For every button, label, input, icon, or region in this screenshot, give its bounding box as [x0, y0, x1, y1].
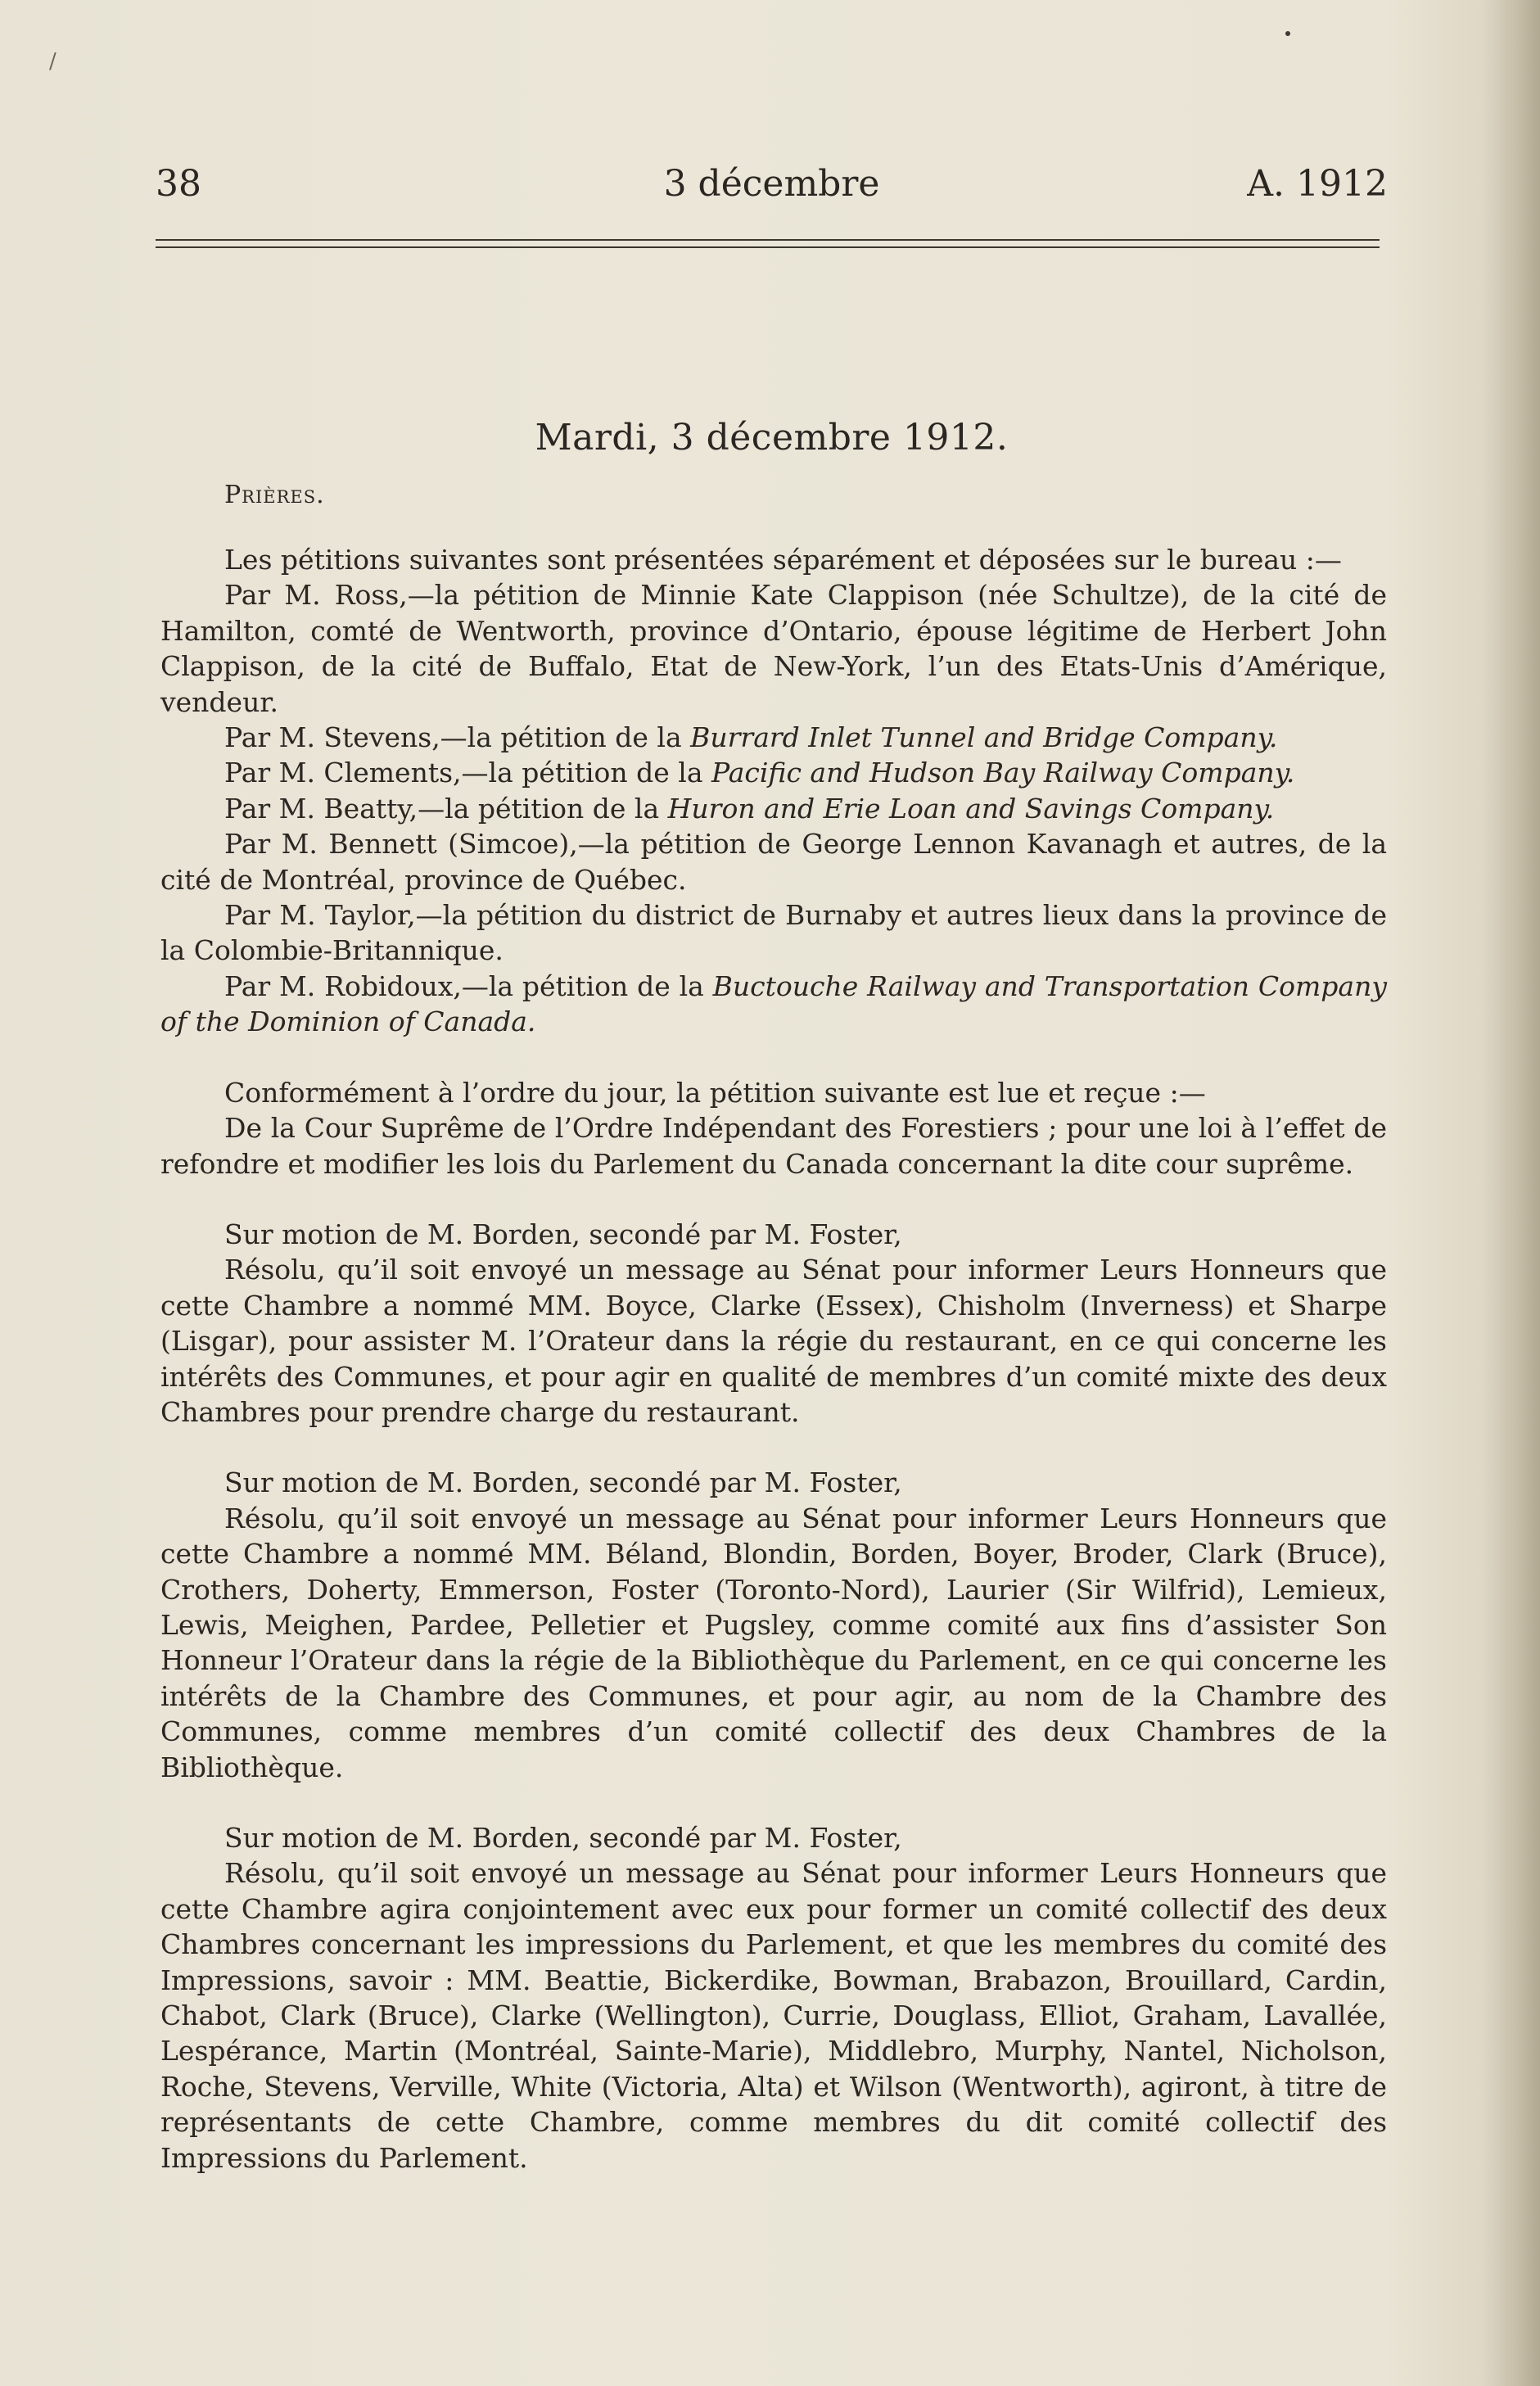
paragraph: Par M. Ross,—la pétition de Minnie Kate Clappison (née Schultze), de la cité de Hamilton, comté de Wentworth, province d’Ontario, épouse légitime de Herbert John Clappison, de la cité de Buffalo, Etat de New-York, l’un des Etats-Unis d’Amérique, vendeur. — [160, 579, 1387, 718]
section-prieres: Prières. — [224, 481, 325, 509]
paragraph: Par M. Taylor,—la pétition du district de Burnaby et autres lieux dans la province de la Colombie-Britannique. — [160, 899, 1387, 967]
paragraph: Sur motion de M. Borden, secondé par M. Foster, — [224, 1822, 902, 1854]
margin-mark: / — [49, 49, 56, 74]
page-title: Mardi, 3 décembre 1912. — [535, 417, 1009, 459]
header-rule-bottom — [156, 246, 1380, 248]
paragraph: Résolu, qu’il soit envoyé un message au Sénat pour informer Leurs Honneurs que cette Chambre a nommé MM. Béland, Blondin, Borden, Boyer, Broder, Clark (Bruce), Crothers, Doherty, Emmerson, Foster (Toronto-Nord), Laurier (Sir Wilfrid), Lemieux, Lewis, Meighen, Pardee, Pelletier et Pugsley, comme comité aux fins d’assister Son Honneur l’Orateur dans la régie de la Bibliothèque du Parlement, en ce qui concerne les intérêts de la Chambre des Communes, et pour agir, au nom de la Chambre des Communes, comme membres d’un comité collectif des deux Chambres de la Bibliothèque. — [160, 1502, 1387, 1783]
paragraph: Résolu, qu’il soit envoyé un message au Sénat pour informer Leurs Honneurs que cette Chambre agira conjointement avec eux pour former un comité collectif des deux Chambres concernant les impressions du Parlement, et que les membres du comité des Impressions, savoir : MM. Beattie, Bickerdike, Bowman, Brabazon, Brouillard, Cardin, Chabot, Clark (Bruce), Clarke (Wellington), Currie, Douglass, Elliot, Graham, Lavallée, Lespérance, Martin (Montréal, Sainte-Marie), Middlebro, Murphy, Nantel, Nicholson, Roche, Stevens, Verville, White (Victoria, Alta) et Wilson (Wentworth), agiront, à titre de représentants de cette Chambre, comme membres du dit comité collectif des Impressions du Parlement. — [160, 1857, 1387, 2174]
paragraph: Les pétitions suivantes sont présentées séparément et déposées sur le bureau :— — [224, 544, 1342, 576]
paragraph: Par M. Bennett (Simcoe),—la pétition de George Lennon Kavanagh et autres, de la cité de Montréal, province de Québec. — [160, 828, 1387, 896]
paragraph: Par M. Clements,—la pétition de la Pacific and Hudson Bay Railway Company. — [224, 757, 1295, 789]
paragraph: Par M. Robidoux,—la pétition de la Buctouche Railway and Transportation Company of the Dominion of Canada. — [160, 969, 1387, 1038]
ink-speck — [1285, 31, 1290, 36]
document-body — [160, 542, 1387, 2176]
paragraph: Conformément à l’ordre du jour, la pétition suivante est lue et reçue :— — [224, 1076, 1206, 1109]
paragraph: Par M. Beatty,—la pétition de la Huron and Erie Loan and Savings Company. — [224, 792, 1275, 825]
header-date: 3 décembre — [663, 163, 880, 205]
page-number: 38 — [156, 163, 201, 205]
header-rule-top — [156, 239, 1380, 241]
paragraph: Résolu, qu’il soit envoyé un message au Sénat pour informer Leurs Honneurs que cette Chambre a nommé MM. Boyce, Clarke (Essex), Chisholm (Inverness) et Sharpe (Lisgar), pour assister M. l’Orateur dans la régie du restaurant, en ce qui concerne les intérêts des Communes, et pour agir en qualité de membres d’un comité mixte des deux Chambres pour prendre charge du restaurant. — [160, 1254, 1387, 1428]
paragraph: Par M. Stevens,—la pétition de la Burrard Inlet Tunnel and Bridge Company. — [224, 721, 1278, 754]
paragraph: De la Cour Suprême de l’Ordre Indépendant des Forestiers ; pour une loi à l’effet de refondre et modifier les lois du Parlement du Canada concernant la dite cour suprême. — [160, 1112, 1387, 1180]
running-header — [156, 160, 1388, 209]
page-spine-shadow — [1483, 0, 1540, 2386]
header-year: A. 1912 — [1247, 163, 1388, 205]
paragraph: Sur motion de M. Borden, secondé par M. Foster, — [224, 1466, 902, 1499]
paragraph: Sur motion de M. Borden, secondé par M. Foster, — [224, 1218, 902, 1250]
